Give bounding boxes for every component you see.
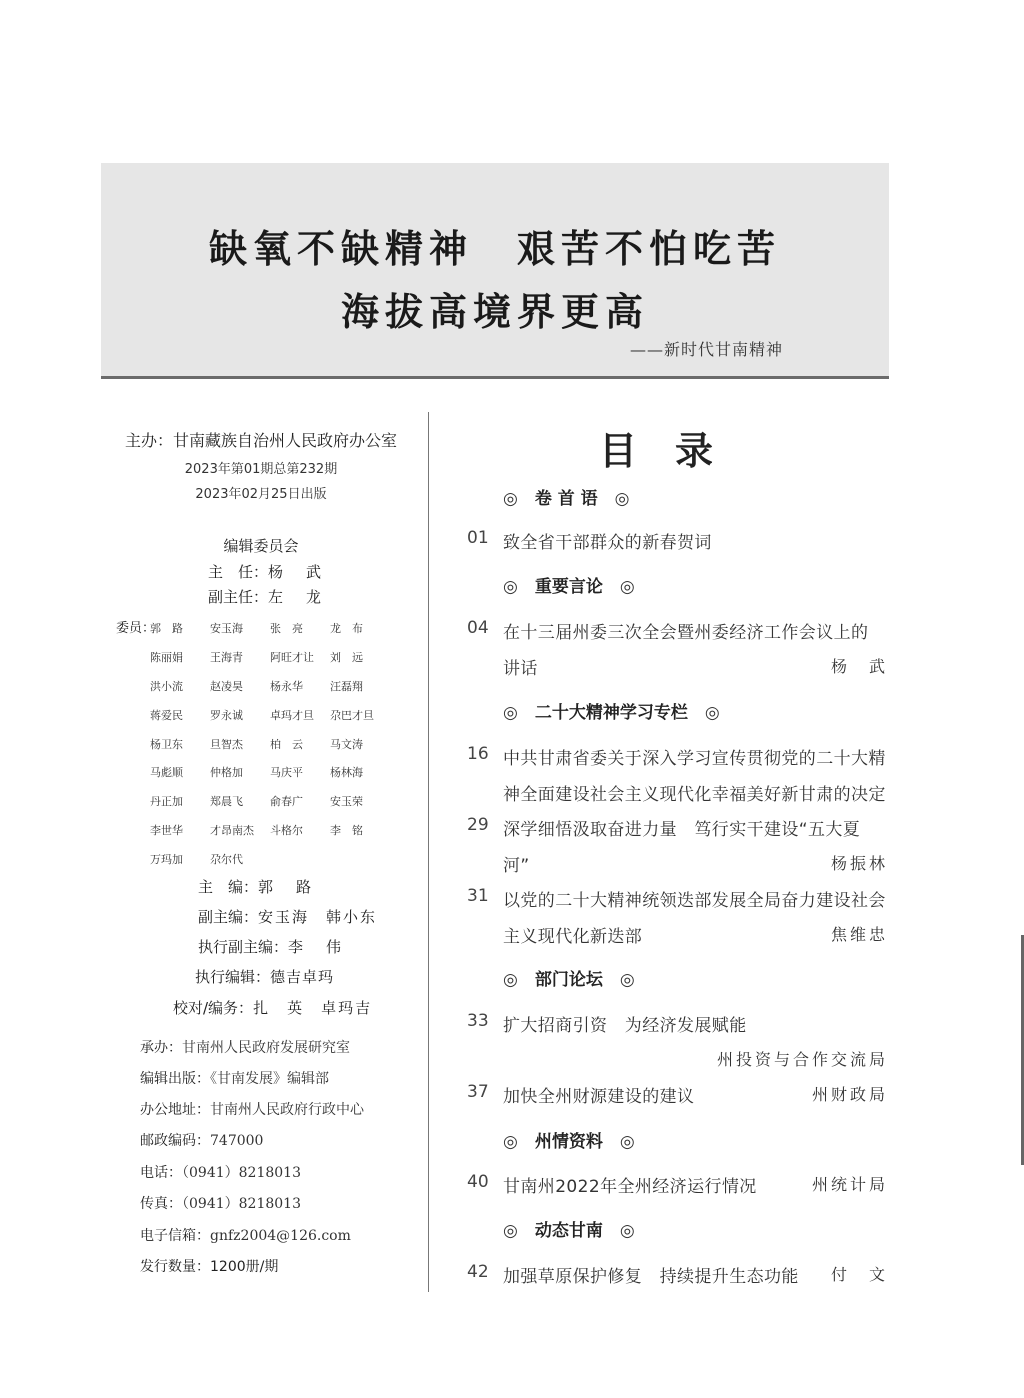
- toc-title: 目录: [598, 428, 751, 473]
- fax-value: （0941）8218013: [182, 1196, 301, 1212]
- postcode-value: 747000: [210, 1133, 264, 1149]
- member-name: 柏 云: [270, 738, 303, 751]
- entry-title[interactable]: 中共甘肃省委关于深入学习宣传贯彻党的二十大精: [503, 749, 886, 769]
- slogan-subtitle: ——新时代甘南精神: [629, 340, 783, 359]
- member-row: [150, 822, 420, 838]
- member-name: 杨林海: [330, 766, 363, 779]
- ring-bullet-icon: ◎: [503, 577, 535, 597]
- entry-title[interactable]: 甘南州2022年全州经济运行情况: [503, 1177, 757, 1197]
- member-name: 李世华: [150, 824, 183, 837]
- ring-bullet-icon: ◎: [602, 970, 635, 990]
- exec-deputy-value: 李 伟: [288, 938, 346, 956]
- publisher: [140, 1068, 329, 1088]
- ring-bullet-icon: ◎: [597, 489, 630, 509]
- vice-director-value: 左 龙: [268, 588, 326, 606]
- member-row: [150, 620, 420, 636]
- ring-bullet-icon: ◎: [602, 577, 635, 597]
- ring-bullet-icon: ◎: [503, 970, 535, 990]
- entry-title-continued[interactable]: 主义现代化新迭部: [503, 927, 643, 947]
- phone-label: 电话：: [140, 1165, 182, 1181]
- member-name: 才昂南杰: [210, 824, 254, 837]
- phone-value: （0941）8218013: [182, 1165, 301, 1181]
- deputy-editor-value: 安玉海 韩小东: [258, 908, 378, 926]
- member-row: [150, 678, 420, 694]
- entry-author: 州统计局: [811, 1175, 888, 1194]
- toc-section-heading: [503, 965, 635, 990]
- member-name: 郑晨飞: [210, 795, 243, 808]
- ring-bullet-icon: ◎: [602, 1132, 635, 1152]
- ring-bullet-icon: ◎: [503, 1132, 535, 1152]
- section-name: 二十大精神学习专栏: [534, 703, 688, 723]
- section-name: 卷 首 语: [534, 489, 598, 509]
- director: [208, 561, 325, 582]
- member-name: 陈丽娟: [150, 651, 183, 664]
- entry-author: 州投资与合作交流局: [716, 1050, 888, 1069]
- toc-section-heading: [503, 572, 635, 597]
- section-name: 州情资料: [534, 1132, 603, 1152]
- column-divider: [428, 412, 429, 1292]
- page-number: 42: [467, 1262, 489, 1282]
- member-name: 刘 远: [330, 651, 363, 664]
- member-name: 杨卫东: [150, 738, 183, 751]
- member-name: 李 铭: [330, 824, 363, 837]
- entry-title-continued[interactable]: 讲话: [503, 659, 538, 679]
- postcode-label: 邮政编码：: [140, 1133, 210, 1149]
- page-number: 40: [467, 1172, 489, 1192]
- member-name: 王海青: [210, 651, 243, 664]
- proofreader: [173, 997, 372, 1018]
- member-name: 汪磊翔: [330, 680, 363, 693]
- member-name: 龙 布: [330, 622, 363, 635]
- member-name: 仲格加: [210, 766, 243, 779]
- exec-deputy-editor: [198, 936, 345, 957]
- member-name: 尕巴才旦: [330, 709, 374, 722]
- entry-title[interactable]: 深学细悟汲取奋进力量 笃行实干建设“五大夏: [503, 820, 861, 840]
- email-label: 电子信箱：: [140, 1228, 210, 1244]
- page-number: 29: [467, 815, 489, 835]
- member-row: [150, 707, 420, 723]
- member-row: [150, 649, 420, 665]
- ring-bullet-icon: ◎: [602, 1221, 635, 1241]
- postcode: [140, 1130, 263, 1150]
- address-label: 办公地址：: [140, 1102, 210, 1118]
- exec-editor-label: 执行编辑：: [195, 968, 271, 986]
- entry-author: 杨 武: [830, 657, 888, 676]
- publish-date: 2023年02月25日出版: [195, 487, 327, 502]
- member-name: 阿旺才让: [270, 651, 314, 664]
- page-number: 37: [467, 1082, 489, 1102]
- entry-author: 杨振林: [830, 854, 888, 873]
- page-number: 33: [467, 1011, 489, 1031]
- chief-editor-value: 郭 路: [258, 878, 316, 896]
- section-name: 部门论坛: [534, 970, 603, 990]
- page-number: 16: [467, 744, 489, 764]
- member-row: [150, 793, 420, 809]
- vice-director-label: 副主任：: [208, 588, 269, 606]
- member-name: 张 亮: [270, 622, 303, 635]
- fax-label: 传真：: [140, 1196, 182, 1212]
- exec-deputy-label: 执行副主编：: [198, 938, 289, 956]
- toc-section-heading: [503, 1216, 635, 1241]
- slogan-line-1: 缺氧不缺精神 艰苦不怕吃苦: [208, 226, 781, 271]
- publisher-label: 编辑出版：: [140, 1071, 210, 1087]
- entry-title-continued[interactable]: 神全面建设社会主义现代化幸福美好新甘肃的决定: [503, 785, 886, 805]
- member-name: 俞春广: [270, 795, 303, 808]
- member-name: 卓玛才旦: [270, 709, 314, 722]
- phone: [140, 1162, 301, 1182]
- circulation: 发行数量：1200册/期: [140, 1259, 279, 1275]
- section-name: 动态甘南: [534, 1221, 603, 1241]
- deputy-editor-label: 副主编：: [198, 908, 259, 926]
- undertaker: [140, 1037, 350, 1057]
- exec-editor: [195, 966, 334, 987]
- member-name: 郭 路: [150, 622, 183, 635]
- member-name: 马彪顺: [150, 766, 183, 779]
- entry-title[interactable]: 加强草原保护修复 持续提升生态功能: [503, 1267, 799, 1287]
- member-row: [150, 851, 420, 867]
- page-number: 31: [467, 886, 489, 906]
- member-name: 尕尔代: [210, 853, 243, 866]
- undertaker-label: 承办：: [140, 1040, 182, 1056]
- member-name: 旦智杰: [210, 738, 243, 751]
- member-name: 万玛加: [150, 853, 183, 866]
- member-name: 丹正加: [150, 795, 183, 808]
- publisher-value: 《甘南发展》编辑部: [210, 1071, 329, 1087]
- email-value: gnfz2004@126.com: [210, 1228, 351, 1244]
- member-name: 洪小流: [150, 680, 183, 693]
- committee-title: 编辑委员会: [223, 537, 299, 555]
- sponsor: 主办：甘南藏族自治州人民政府办公室: [124, 431, 397, 450]
- toc-section-heading: [503, 1127, 635, 1152]
- entry-title[interactable]: 致全省干部群众的新春贺词: [503, 533, 712, 553]
- address-value: 甘南州人民政府行政中心: [210, 1102, 364, 1118]
- member-name: 安玉荣: [330, 795, 363, 808]
- toc-section-heading: [503, 484, 630, 509]
- exec-editor-value: 德吉卓玛: [270, 968, 335, 986]
- email: [140, 1225, 351, 1245]
- entry-title[interactable]: 扩大招商引资 为经济发展赋能: [503, 1016, 747, 1036]
- entry-title-continued[interactable]: 河”: [503, 856, 530, 876]
- member-name: 杨永华: [270, 680, 303, 693]
- director-label: 主 任：: [208, 563, 269, 581]
- ring-bullet-icon: ◎: [503, 1221, 535, 1241]
- members-label: 委员：: [116, 621, 156, 636]
- member-row: [150, 764, 420, 780]
- slogan-banner: [101, 163, 889, 379]
- page-number: 04: [467, 618, 489, 638]
- slogan-line-2: 海拔高境界更高: [340, 289, 649, 334]
- entry-title[interactable]: 加快全州财源建设的建议: [503, 1087, 695, 1107]
- issue-number: 2023年第01期总第232期: [184, 462, 338, 477]
- entry-title[interactable]: 在十三届州委三次全会暨州委经济工作会议上的: [503, 623, 869, 643]
- director-value: 杨 武: [268, 563, 326, 581]
- entry-title[interactable]: 以党的二十大精神统领迭部发展全局奋力建设社会: [503, 891, 886, 911]
- ring-bullet-icon: ◎: [503, 489, 535, 509]
- fax: [140, 1193, 301, 1213]
- undertaker-value: 甘南州人民政府发展研究室: [182, 1040, 350, 1056]
- member-name: 罗永诚: [210, 709, 243, 722]
- entry-author: 付 文: [830, 1265, 888, 1284]
- member-name: 蒋爱民: [150, 709, 183, 722]
- proof-label: 校对/编务：: [173, 999, 254, 1017]
- member-name: 斗格尔: [270, 824, 303, 837]
- proof-value: 扎 英 卓玛吉: [253, 999, 373, 1017]
- toc-section-heading: [503, 698, 720, 723]
- chief-editor: [198, 876, 315, 897]
- entry-author: 焦维忠: [830, 925, 888, 944]
- section-name: 重要言论: [534, 577, 603, 597]
- ring-bullet-icon: ◎: [503, 703, 535, 723]
- vice-director: [208, 586, 325, 607]
- chief-editor-label: 主 编：: [198, 878, 259, 896]
- member-name: 马文涛: [330, 738, 363, 751]
- deputy-editor: [198, 906, 377, 927]
- ring-bullet-icon: ◎: [687, 703, 720, 723]
- member-name: 赵凌昊: [210, 680, 243, 693]
- office-address: [140, 1099, 364, 1119]
- member-row: [150, 736, 420, 752]
- member-name: 安玉海: [210, 622, 243, 635]
- entry-author: 州财政局: [811, 1085, 888, 1104]
- page-number: 01: [467, 528, 489, 548]
- member-name: 马庆平: [270, 766, 303, 779]
